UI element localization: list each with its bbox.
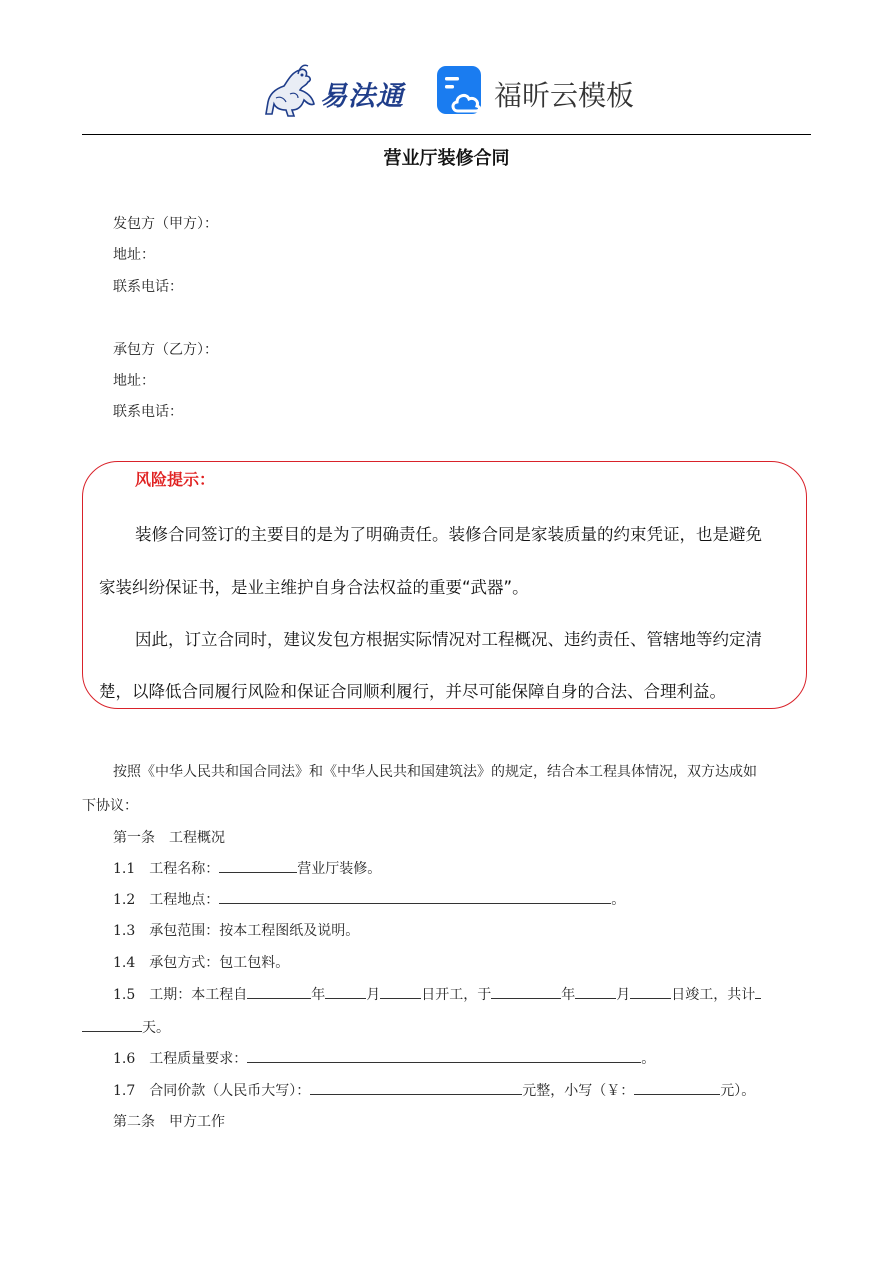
party-b-name-label: 承包方（乙方）： xyxy=(113,342,218,358)
clause-1-4: 1.4 承包方式：包工包料。 xyxy=(113,955,290,971)
yifatong-logo xyxy=(262,62,412,118)
blank-field[interactable] xyxy=(247,1050,641,1063)
clause-text: 日开工，于 xyxy=(421,987,492,1003)
clause-text: 元整，小写（￥： xyxy=(522,1083,635,1099)
risk-notice-line: 因此，订立合同时，建议发包方根据实际情况对工程概况、违约责任、管辖地等约定清 xyxy=(135,630,762,649)
clause-text: 月 xyxy=(616,987,631,1003)
clause-1-6 xyxy=(113,1048,655,1068)
clause-text: 元）。 xyxy=(720,1083,756,1099)
risk-notice-line: 家装纠纷保证书，是业主维护自身合法权益的重要“武器”。 xyxy=(99,578,529,597)
blank-field[interactable] xyxy=(219,860,297,873)
clause-1-2 xyxy=(113,889,625,909)
blank-field[interactable] xyxy=(575,986,616,999)
blank-field[interactable] xyxy=(755,986,761,999)
clause-text: 月 xyxy=(366,987,381,1003)
blank-field[interactable] xyxy=(82,1019,142,1032)
clause-text: 。 xyxy=(641,1051,656,1067)
clause-text: 。 xyxy=(611,892,626,908)
header-logos xyxy=(0,58,893,124)
yifatong-brand-text: 易法通 xyxy=(320,81,404,112)
article-1-heading: 第一条 工程概况 xyxy=(113,830,225,846)
party-a-phone-label: 联系电话： xyxy=(113,279,183,295)
blank-field[interactable] xyxy=(491,986,561,999)
qilin-icon xyxy=(262,62,322,118)
party-b-phone-label: 联系电话： xyxy=(113,404,183,420)
blank-field[interactable] xyxy=(380,986,421,999)
clause-1-5-cont xyxy=(82,1017,170,1037)
article-2-heading: 第二条 甲方工作 xyxy=(113,1114,225,1130)
fuxin-logo xyxy=(436,65,636,119)
clause-label: 1.6 工程质量要求： xyxy=(113,1051,248,1067)
clause-1-3: 1.3 承包范围：按本工程图纸及说明。 xyxy=(113,923,360,939)
clause-1-7 xyxy=(113,1080,755,1100)
clause-1-5 xyxy=(113,984,761,1004)
clause-text: 年 xyxy=(311,987,326,1003)
intro-paragraph-cont: 下协议： xyxy=(82,798,138,814)
clause-text: 天。 xyxy=(142,1020,170,1036)
risk-notice-title: 风险提示： xyxy=(135,470,216,489)
fuxin-brand-text: 福昕云模板 xyxy=(494,79,635,112)
blank-field[interactable] xyxy=(634,1082,720,1095)
blank-field[interactable] xyxy=(630,986,671,999)
clause-label: 1.5 工期：本工程自 xyxy=(113,987,248,1003)
cloud-document-icon xyxy=(436,65,486,117)
clause-text: 年 xyxy=(561,987,576,1003)
clause-1-1 xyxy=(113,858,381,878)
header-divider xyxy=(82,134,811,135)
risk-notice-line: 楚，以降低合同履行风险和保证合同顺利履行，并尽可能保障自身的合法、合理利益。 xyxy=(99,682,726,701)
clause-label: 1.2 工程地点： xyxy=(113,892,220,908)
risk-notice-line: 装修合同签订的主要目的是为了明确责任。装修合同是家装质量的约束凭证，也是避免 xyxy=(135,525,762,544)
clause-text: 营业厅装修。 xyxy=(297,861,382,877)
party-a-name-label: 发包方（甲方）： xyxy=(113,216,218,232)
party-a-address-label: 地址： xyxy=(113,247,155,263)
blank-field[interactable] xyxy=(247,986,311,999)
blank-field[interactable] xyxy=(219,891,611,904)
clause-label: 1.7 合同价款（人民币大写）： xyxy=(113,1083,311,1099)
clause-label: 1.1 工程名称： xyxy=(113,861,220,877)
intro-paragraph: 按照《中华人民共和国合同法》和《中华人民共和国建筑法》的规定，结合本工程具体情况，双方达成如 xyxy=(113,764,757,780)
clause-text: 日竣工，共计 xyxy=(671,987,756,1003)
document-title: 营业厅装修合同 xyxy=(383,148,510,169)
blank-field[interactable] xyxy=(310,1082,522,1095)
blank-field[interactable] xyxy=(325,986,366,999)
party-b-address-label: 地址： xyxy=(113,373,155,389)
